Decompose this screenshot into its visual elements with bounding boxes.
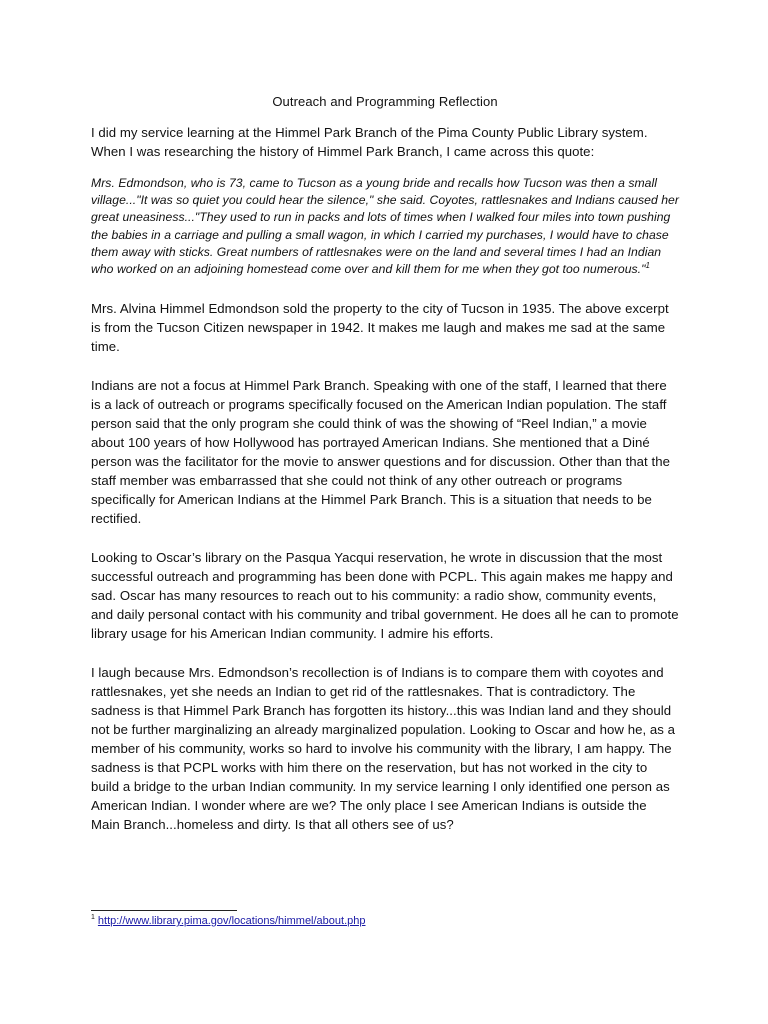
quote-text: Mrs. Edmondson, who is 73, came to Tucson as a young bride and recalls how Tucson was then a small village..."It was so quiet you could hear the silence," she said. Coyotes, rattlesnakes and Indians caused her great uneasiness..."They used to run in packs and lots of times when I walked four miles into town pushing the babies in a carriage and pulling a small wagon, in which I carried my purchases, I would have to chase them away with sticks. Great numbers of rattlesnakes were on the land and several times I had an Indian who worked on an adjoining homestead come over and kill them for me when they got too numerous."	[91, 176, 679, 277]
body-paragraph-3: Looking to Oscar’s library on the Pasqua Yacqui reservation, he wrote in discussion that the most successful outreach and programming has been done with PCPL. This again makes me happy and sad. Oscar has many resources to reach out to his community: a radio show, community events, and daily personal contact with his community and tribal government. He does all he can to promote library usage for his American Indian community. I admire his efforts.	[91, 550, 679, 642]
body-paragraph-4: I laugh because Mrs. Edmondson’s recollection is of Indians is to compare them with coyotes and rattlesnakes, yet she needs an Indian to get rid of the rattlesnakes. That is contradictory. The sadness is that Himmel Park Branch has forgotten its history...this was Indian land and they should not be further marginalizing an already marginalized population. Looking to Oscar and how he, as a member of his community, works so hard to involve his community with the library, I am happy. The sadness is that PCPL works with him there on the reservation, but has not worked in the city to build a bridge to the urban Indian community. In my service learning I only identified one person as American Indian. I wonder where are we? The only place I see American Indians is outside the Main Branch...homeless and dirty. Is that all others see of us?	[91, 665, 676, 833]
intro-paragraph: I did my service learning at the Himmel Park Branch of the Pima County Public Library system. When I was researching the history of Himmel Park Branch, I came across this quote:	[91, 125, 648, 159]
block-quote	[91, 175, 679, 278]
footnote-separator	[91, 910, 237, 911]
document-page	[91, 93, 679, 854]
footnote-marker: 1	[91, 914, 95, 922]
body-paragraph-2: Indians are not a focus at Himmel Park Branch. Speaking with one of the staff, I learned that there is a lack of outreach or programs specifically focused on the American Indian population. The staff person said that the only program she could think of was the showing of “Reel Indian,” a movie about 100 years of how Hollywood has portrayed American Indians. She mentioned that a Diné person was the facilitator for the movie to answer questions and for discussion. Other than that the staff member was embarrassed that she could not think of any other outreach or programs specifically for American Indians at the Himmel Park Branch. This is a situation that needs to be rectified.	[91, 378, 670, 527]
footnote-link[interactable]: http://www.library.pima.gov/locations/himmel/about.php	[97, 915, 366, 927]
footnote-reference[interactable]: 1	[645, 260, 650, 270]
document-title: Outreach and Programming Reflection	[272, 94, 498, 109]
footnote	[91, 914, 366, 929]
body-paragraph-1: Mrs. Alvina Himmel Edmondson sold the property to the city of Tucson in 1935. The above excerpt is from the Tucson Citizen newspaper in 1942. It makes me laugh and makes me sad at the same time.	[91, 301, 669, 355]
